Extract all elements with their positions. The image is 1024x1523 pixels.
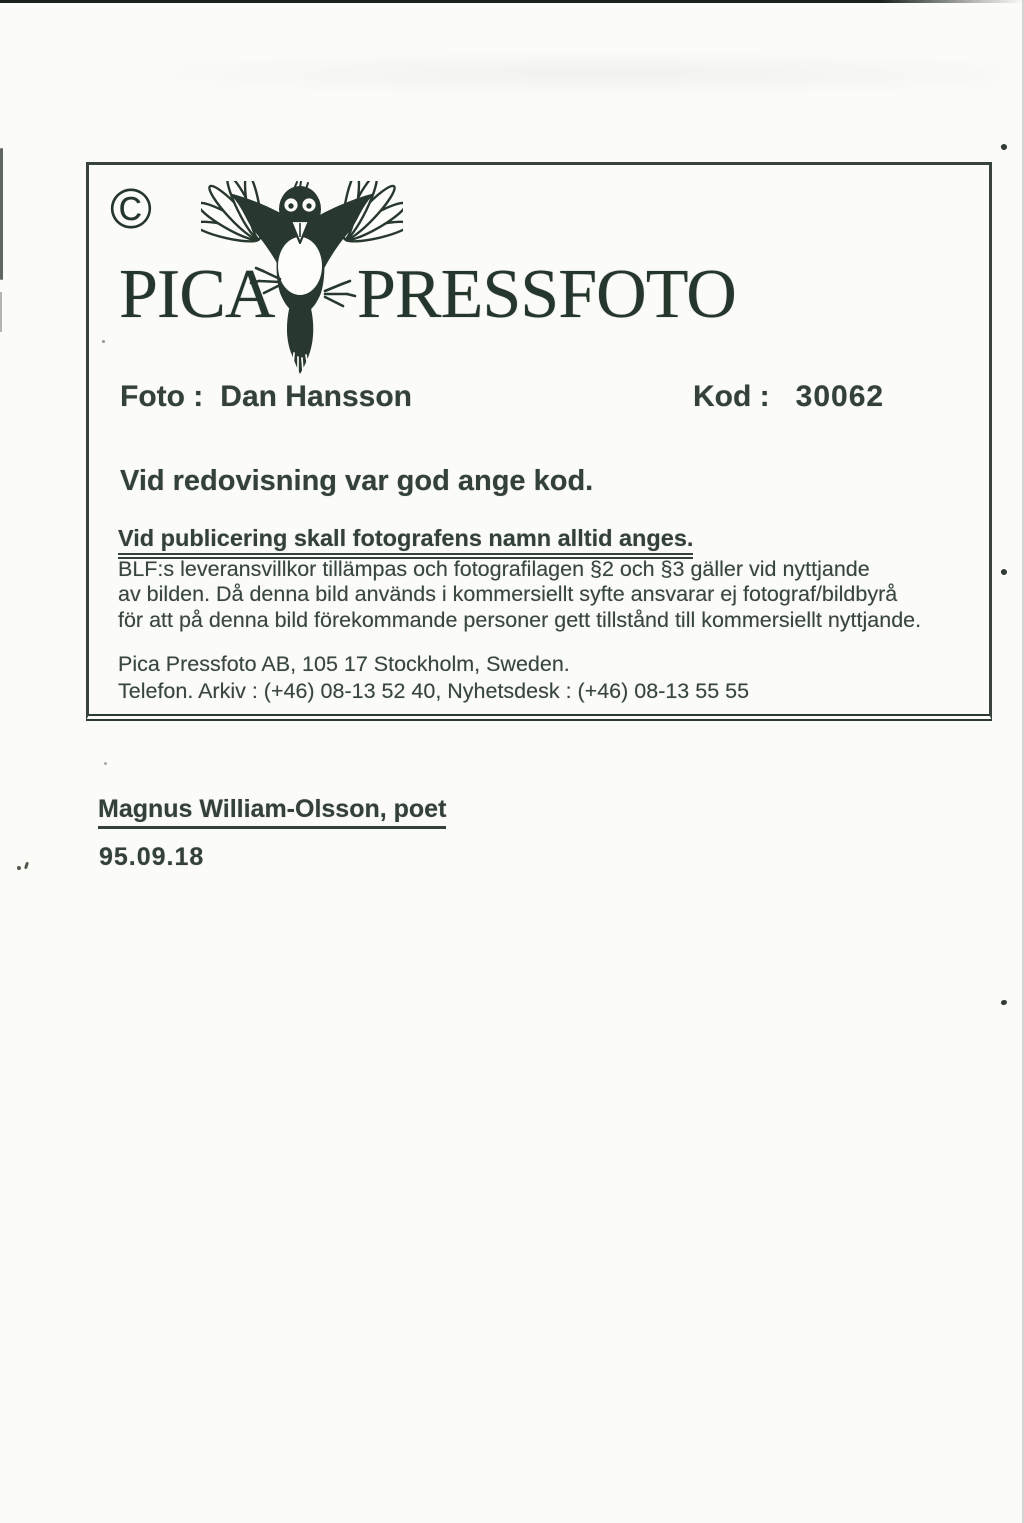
agency-phone-text: Telefon. Arkiv : (+46) 08-13 52 40, Nyhetsdesk : (+46) 08-13 55 55 — [118, 679, 750, 703]
credit-rule-text: Vid publicering skall fotografens namn alltid anges. — [118, 527, 693, 559]
photo-code-line — [693, 382, 884, 412]
photo-credit-line — [120, 382, 412, 412]
terms-line: BLF:s leveransvillkor tillämpas och fotografilagen §2 och §3 gäller vid nyttjande — [118, 557, 870, 581]
scan-speck — [1000, 568, 1008, 576]
scan-speck — [24, 862, 29, 870]
magpie-bird-icon — [201, 181, 403, 375]
photo-code-value: 30062 — [795, 380, 885, 413]
terms-line: av bilden. Då denna bild används i kommersiellt syfte ansvarar ej fotograf/bildbyrå — [118, 582, 898, 607]
scan-edge-mark-left-2 — [0, 292, 2, 332]
scan-speck — [17, 866, 21, 870]
scan-edge-mark-left — [0, 148, 3, 280]
scan-edge-line-top — [0, 0, 1024, 3]
logo-word-pica: PICA — [119, 256, 275, 333]
terms-paragraph — [118, 557, 921, 633]
caption-date-text: 95.09.18 — [99, 843, 205, 871]
scan-speck — [1000, 999, 1007, 1006]
scan-speck — [104, 762, 107, 765]
scan-smudge — [120, 52, 1000, 96]
photo-credit-label: Foto : — [120, 380, 204, 413]
caption-subject-text: Magnus William-Olsson, poet — [98, 797, 446, 829]
scan-speck — [1000, 143, 1008, 151]
code-instruction-text: Vid redovisning var god ange kod. — [120, 465, 594, 497]
photo-credit-value: Dan Hansson — [220, 380, 413, 413]
agency-address-text: Pica Pressfoto AB, 105 17 Stockholm, Sweden. — [118, 652, 570, 676]
photo-code-label: Kod : — [693, 380, 770, 413]
agency-stamp-box — [86, 162, 992, 721]
logo-word-pressfoto: PRESSFOTO — [357, 256, 736, 333]
terms-line: för att på denna bild förekommande personer gett tillstånd till kommersiellt nyttjande. — [118, 607, 922, 632]
copyright-icon: © — [110, 177, 152, 241]
